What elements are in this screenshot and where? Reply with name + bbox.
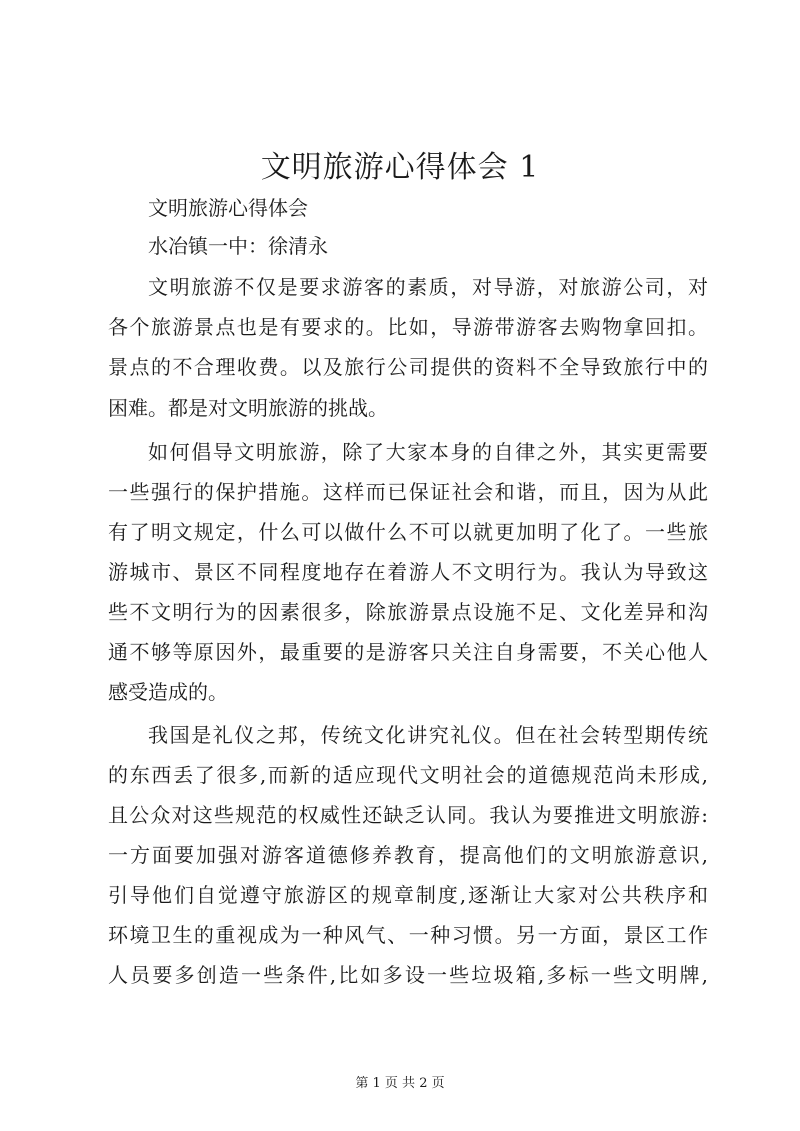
text-line: 游城市、景区不同程度地存在着游人不文明行为。我认为导致这: [108, 560, 708, 584]
text-line: 环境卫生的重视成为一种风气、一种习惯。另一方面，景区工作: [108, 923, 708, 947]
text-line: 景点的不合理收费。以及旅行公司提供的资料不全导致旅行中的: [108, 355, 708, 379]
text-line: 的东西丢了很多,而新的适应现代文明社会的道德规范尚未形成,: [108, 763, 708, 787]
text-line: 且公众对这些规范的权威性还缺乏认同。我认为要推进文明旅游:: [108, 803, 708, 827]
text-line: 文明旅游不仅是要求游客的素质，对导游，对旅游公司，对: [148, 275, 708, 299]
text-line: 如何倡导文明旅游，除了大家本身的自律之外，其实更需要: [148, 440, 708, 464]
text-line: 些不文明行为的因素很多，除旅游景点设施不足、文化差异和沟: [108, 600, 708, 624]
author-line: 水冶镇一中：徐清永: [148, 234, 328, 258]
subtitle: 文明旅游心得体会: [148, 196, 308, 220]
text-line: 困难。都是对文明旅游的挑战。: [108, 396, 388, 420]
text-line: 各个旅游景点也是有要求的。比如，导游带游客去购物拿回扣。: [108, 315, 708, 339]
text-line: 引导他们自觉遵守旅游区的规章制度,逐渐让大家对公共秩序和: [108, 883, 708, 907]
text-line: 有了明文规定，什么可以做什么不可以就更加明了化了。一些旅: [108, 520, 708, 544]
page-footer: 第 1 页 共 2 页: [355, 1076, 445, 1091]
text-line: 一方面要加强对游客道德修养教育，提高他们的文明旅游意识,: [108, 843, 708, 867]
text-line: 通不够等原因外，最重要的是游客只关注自身需要，不关心他人: [108, 640, 708, 664]
text-line: 我国是礼仪之邦，传统文化讲究礼仪。但在社会转型期传统: [148, 723, 708, 747]
text-line: 感受造成的。: [108, 680, 228, 704]
text-line: 一些强行的保护措施。这样而已保证社会和谐，而且，因为从此: [108, 480, 708, 504]
document-title: 文明旅游心得体会 1: [260, 150, 540, 185]
text-line: 人员要多创造一些条件,比如多设一些垃圾箱,多标一些文明牌,: [108, 963, 708, 987]
